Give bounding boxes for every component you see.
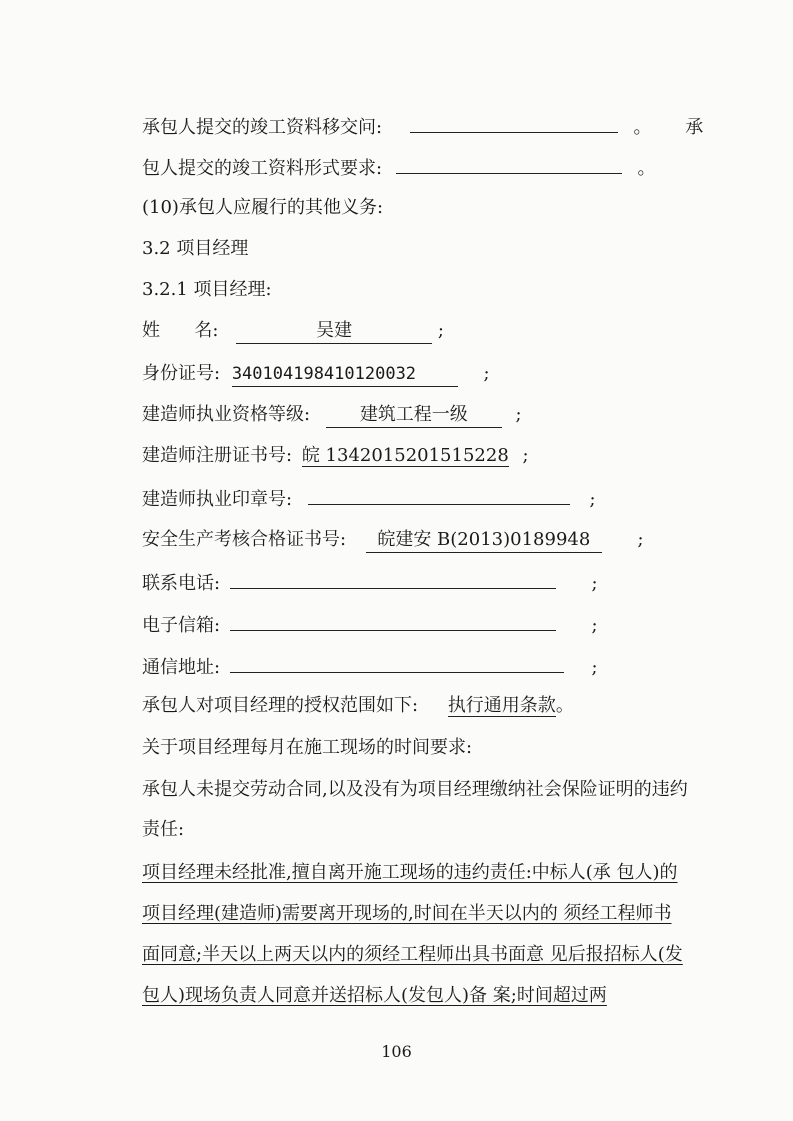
- name-label: 姓 名:: [142, 320, 219, 341]
- authorization-value: 执行通用条款: [447, 695, 556, 716]
- format-line: [142, 155, 656, 181]
- seal-blank: [308, 486, 570, 505]
- leave-text: 项目经理未经批准,擅自离开施工现场的违约责任:中标人(承 包人)的项目经理(建造师)需要离开现场的,时间在半天以内的 须经工程师书面同意;半天以上两天以内的须经工程师出具书面意 见后报招标人(发包人)现场负责人同意并送招标人(发包人)备 案;时间超过两: [142, 862, 683, 1006]
- safety-value: 皖建安 B(2013)0189948: [366, 528, 602, 553]
- address-label: 通信地址:: [142, 657, 221, 678]
- grade-value: 建筑工程一级: [326, 403, 502, 428]
- id-label: 身份证号:: [142, 363, 221, 384]
- grade-semicolon: ;: [515, 404, 522, 425]
- transfer-end: 。: [633, 117, 652, 138]
- email-semicolon: ;: [591, 615, 598, 636]
- registration-label: 建造师注册证书号:: [142, 445, 293, 466]
- seal-semicolon: ;: [589, 489, 596, 510]
- phone-line: [142, 570, 598, 596]
- name-line: [142, 319, 444, 344]
- seal-line: [142, 486, 596, 512]
- authorization-end: 。: [555, 695, 574, 716]
- section-heading: 3.2 项目经理: [142, 238, 249, 259]
- phone-label: 联系电话:: [142, 573, 221, 594]
- transfer-line: [142, 114, 703, 140]
- subsection-heading: 3.2.1 项目经理:: [142, 279, 272, 300]
- address-line: [142, 654, 598, 680]
- leave-paragraph: [142, 852, 688, 1016]
- address-semicolon: ;: [591, 657, 598, 678]
- registration-semicolon: ;: [522, 445, 529, 466]
- labor-contract-text: 承包人未提交劳动合同,以及没有为项目经理缴纳社会保险证明的违约责任:: [142, 779, 688, 840]
- phone-semicolon: ;: [591, 573, 598, 594]
- transfer-tail: 承: [685, 117, 704, 138]
- page-number: 106: [381, 1042, 412, 1061]
- grade-line: [142, 403, 522, 428]
- safety-line: [142, 528, 644, 553]
- transfer-blank: [410, 114, 618, 133]
- id-value: 340104198410120032: [232, 362, 458, 387]
- address-blank: [230, 654, 564, 673]
- name-semicolon: ;: [437, 320, 444, 341]
- labor-contract-paragraph: [142, 770, 688, 850]
- id-semicolon: ;: [483, 363, 490, 384]
- seal-label: 建造师执业印章号:: [142, 489, 293, 510]
- id-line: [142, 362, 490, 387]
- grade-label: 建造师执业资格等级:: [142, 404, 311, 425]
- format-blank: [396, 155, 622, 174]
- safety-label: 安全生产考核合格证书号:: [142, 529, 347, 550]
- authorization-line: [142, 694, 574, 718]
- registration-value: 皖 1342015201515228: [301, 445, 509, 466]
- safety-semicolon: ;: [637, 529, 644, 550]
- authorization-label: 承包人对项目经理的授权范围如下:: [142, 695, 419, 716]
- phone-blank: [230, 570, 556, 589]
- email-line: [142, 612, 598, 638]
- name-value: 吴建: [236, 319, 432, 344]
- format-label: 包人提交的竣工资料形式要求:: [142, 158, 383, 179]
- email-blank: [230, 612, 556, 631]
- other-obligations: (10)承包人应履行的其他义务:: [142, 197, 384, 218]
- format-end: 。: [637, 158, 656, 179]
- time-requirement: 关于项目经理每月在施工现场的时间要求:: [142, 737, 473, 758]
- email-label: 电子信箱:: [142, 615, 221, 636]
- registration-line: [142, 444, 529, 468]
- transfer-label: 承包人提交的竣工资料移交问:: [142, 117, 383, 138]
